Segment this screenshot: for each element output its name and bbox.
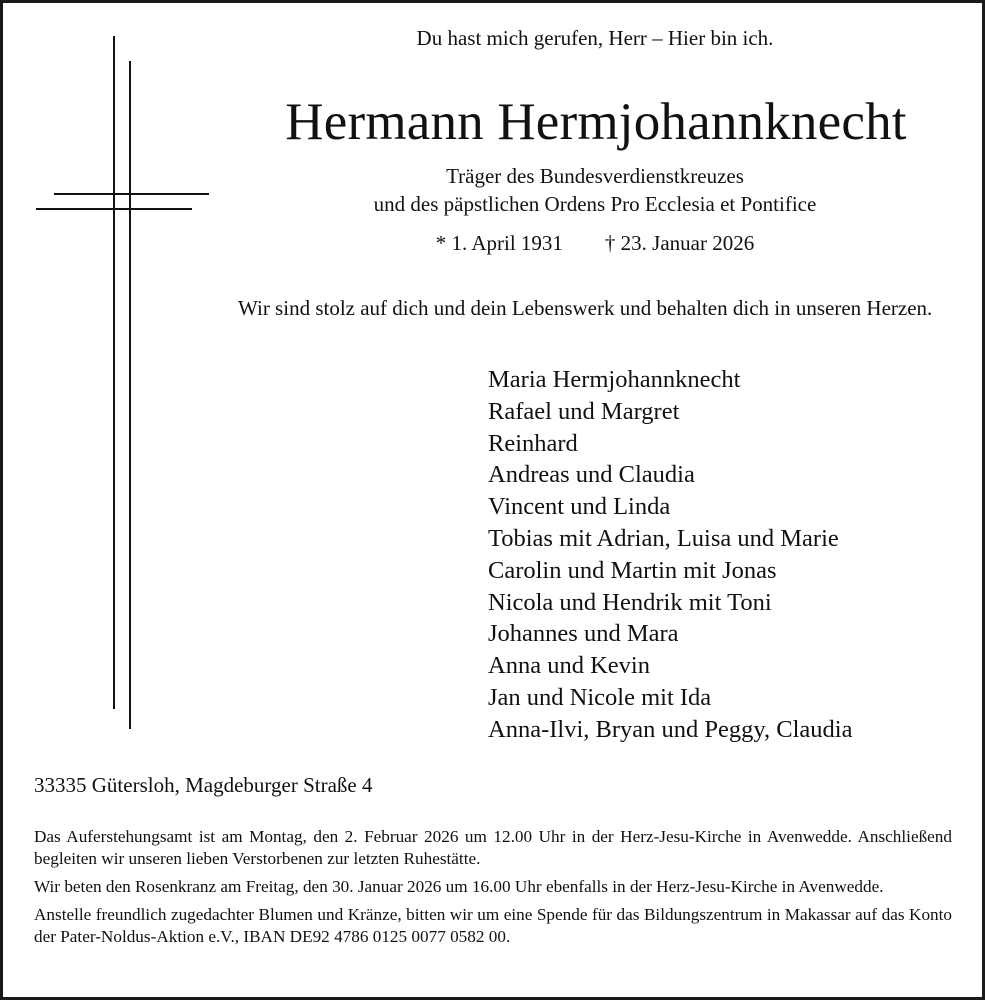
notice-rosary: Wir beten den Rosenkranz am Freitag, den 30. Januar 2026 um 16.00 Uhr ebenfalls in der Herz-Jesu-Kirche in Avenwedde. [34, 877, 884, 896]
cross-horizontal-line-lower [36, 208, 192, 210]
family-address: 33335 Gütersloh, Magdeburger Straße 4 [34, 773, 373, 797]
notice-donation: Anstelle freundlich zugedachter Blumen und Kränze, bitten wir um eine Spende für das Bildungszentrum in Makassar auf das Konto der Pater-Noldus-Aktion e.V., IBAN DE92 4786 0125 0077 0582 00. [34, 905, 952, 946]
cross-vertical-line-right [129, 61, 131, 729]
honors [238, 162, 952, 218]
death-date: † 23. Januar 2026 [604, 231, 755, 255]
mourner-entry: Vincent und Linda [488, 493, 671, 521]
funeral-notices [34, 826, 952, 954]
cross-horizontal-line-upper [54, 193, 209, 195]
mourner-entry: Carolin und Martin mit Jonas [488, 556, 777, 584]
mourner-entry: Andreas und Claudia [488, 461, 695, 489]
deceased-name: Hermann Hermjohannknecht [285, 93, 907, 151]
mourners-list [488, 364, 853, 746]
mourner-entry: Nicola und Hendrik mit Toni [488, 588, 772, 616]
mourner-entry: Tobias mit Adrian, Luisa und Marie [488, 524, 839, 552]
honor-line: und des päpstlichen Ordens Pro Ecclesia et Pontifice [373, 192, 817, 216]
mourner-entry: Rafael und Margret [488, 397, 680, 425]
birth-date: * 1. April 1931 [435, 231, 563, 255]
notice-funeral-mass: Das Auferstehungsamt ist am Montag, den 2. Februar 2026 um 12.00 Uhr in der Herz-Jesu-Kirche in Avenwedde. Anschließend begleiten wir unseren lieben Verstorbenen zur letzten Ruhestätte. [34, 827, 952, 868]
mourner-entry: Johannes und Mara [488, 620, 679, 648]
tribute-text: Wir sind stolz auf dich und dein Lebenswerk und behalten dich in unseren Herzen. [238, 296, 933, 320]
honor-line: Träger des Bundesverdienstkreuzes [446, 164, 744, 188]
mourner-entry: Anna-Ilvi, Bryan und Peggy, Claudia [488, 715, 853, 743]
mourner-entry: Anna und Kevin [488, 652, 650, 680]
cross-vertical-line-left [113, 36, 115, 709]
life-dates [238, 231, 952, 256]
mourner-entry: Reinhard [488, 429, 578, 457]
mourner-entry: Jan und Nicole mit Ida [488, 683, 712, 711]
motto: Du hast mich gerufen, Herr – Hier bin ich. [416, 26, 774, 50]
mourner-entry: Maria Hermjohannknecht [488, 366, 741, 393]
